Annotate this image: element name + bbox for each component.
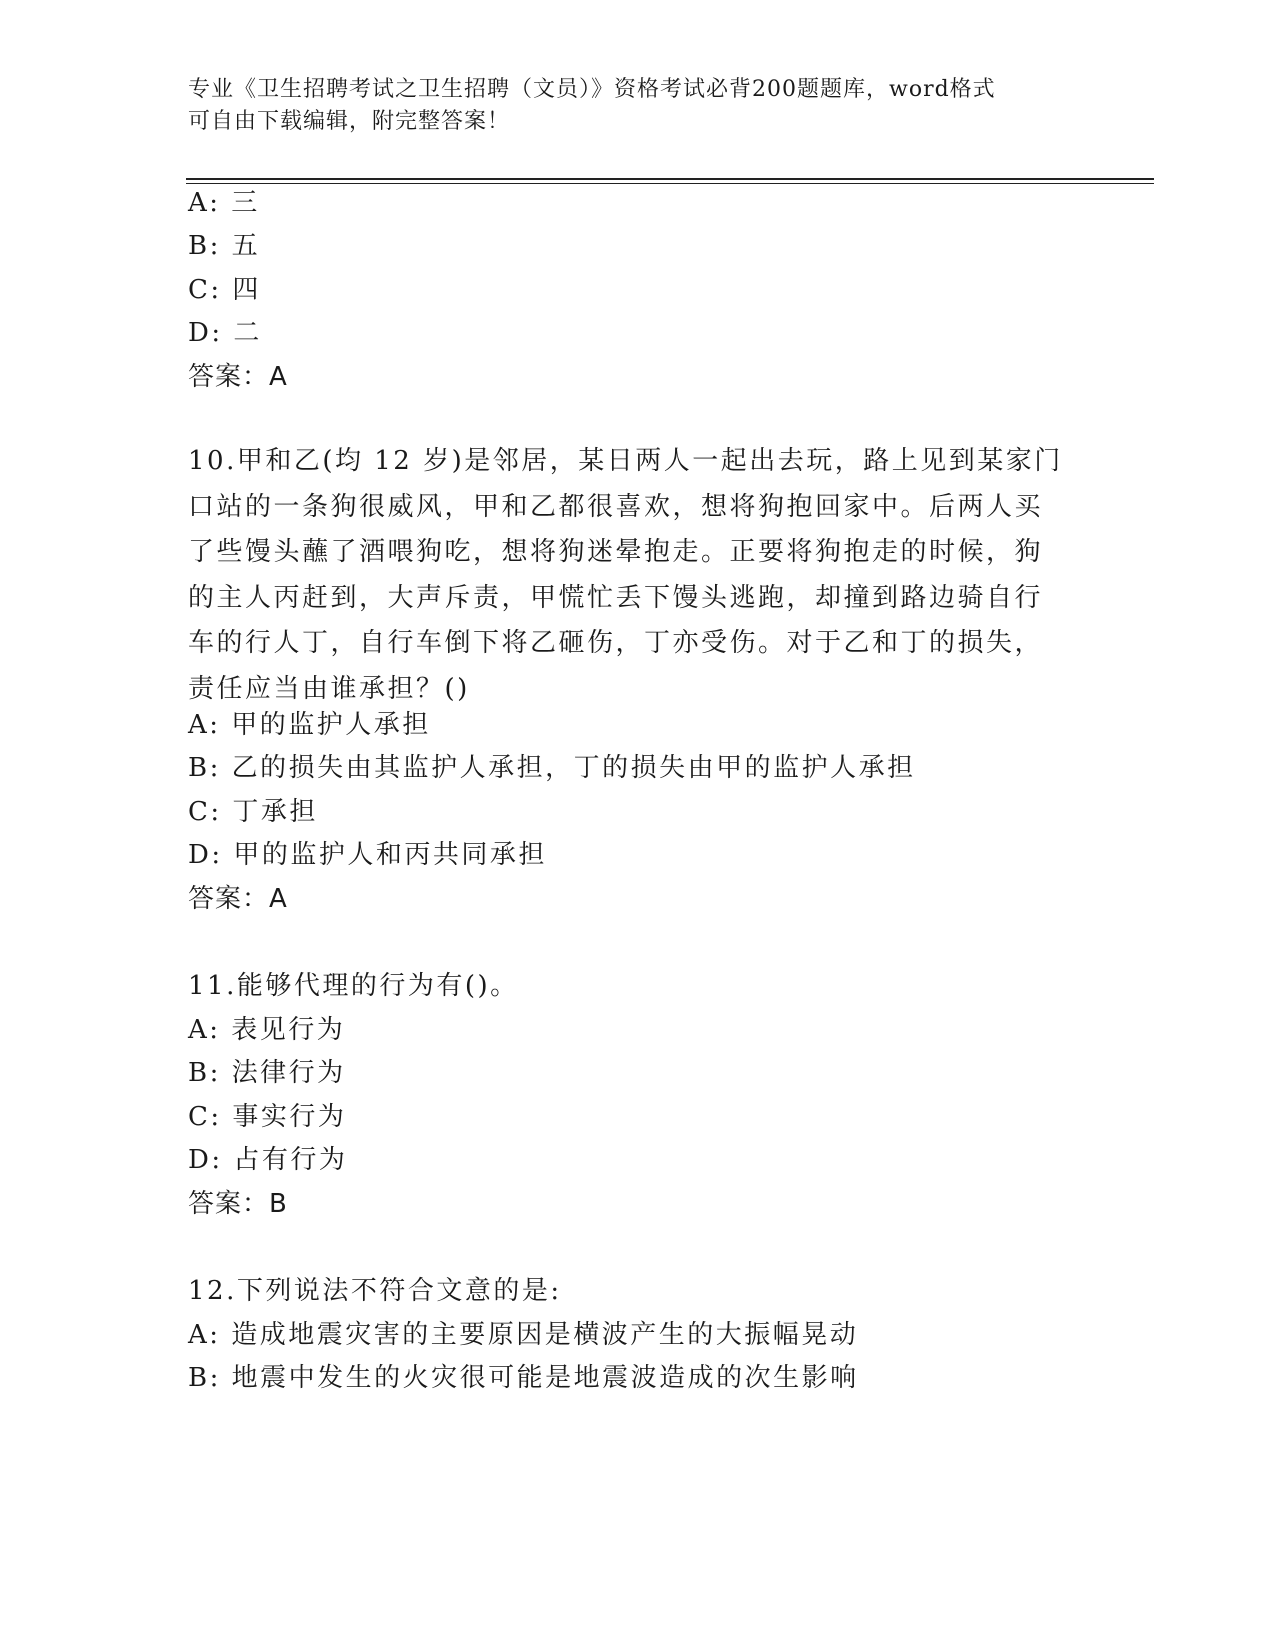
q12-option-b: B: 地震中发生的火灾很可能是地震波造成的次生影响 — [188, 1363, 859, 1393]
q12-option-a: A: 造成地震灾害的主要原因是横波产生的大振幅晃动 — [188, 1320, 859, 1350]
q10-stem-line: 的主人丙赶到，大声斥责，甲慌忙丢下馒头逃跑，却撞到路边骑自行 — [188, 582, 1044, 613]
header-divider-thick — [186, 178, 1154, 180]
q11-stem: 11.能够代理的行为有()。 — [188, 971, 519, 1001]
q10-option-b: B: 乙的损失由其监护人承担，丁的损失由甲的监护人承担 — [188, 753, 916, 783]
q10-stem — [188, 439, 1068, 712]
header-divider-thin — [186, 183, 1154, 184]
header-title-line-1: 专业《卫生招聘考试之卫生招聘（文员）》资格考试必背200题题库，word格式 — [188, 77, 996, 102]
header-title-line-2: 可自由下载编辑，附完整答案！ — [188, 109, 511, 134]
q10-stem-line: 责任应当由谁承担？() — [188, 673, 470, 704]
q10-stem-line: 10.甲和乙(均 12 岁)是邻居，某日两人一起出去玩，路上见到某家门 — [188, 446, 1063, 476]
q11-option-b: B: 法律行为 — [188, 1058, 346, 1088]
q9-answer: 答案：A — [188, 362, 288, 392]
q9-option-b: B: 五 — [188, 231, 261, 261]
q9-option-a: A: 三 — [188, 188, 260, 218]
q10-stem-line: 了些馒头蘸了酒喂狗吃，想将狗迷晕抱走。正要将狗抱走的时候，狗 — [188, 537, 1044, 567]
q11-option-d: D: 占有行为 — [188, 1145, 348, 1175]
q10-answer: 答案：A — [188, 884, 288, 914]
q10-option-c: C: 丁承担 — [188, 797, 318, 827]
q9-option-d: D: 二 — [188, 318, 262, 348]
q9-option-c: C: 四 — [188, 275, 261, 305]
q11-answer: 答案：B — [188, 1189, 288, 1219]
q11-option-c: C: 事实行为 — [188, 1102, 347, 1132]
document-header — [188, 74, 1068, 138]
q11-option-a: A: 表见行为 — [188, 1015, 346, 1045]
q12-stem: 12.下列说法不符合文意的是: — [188, 1276, 562, 1306]
q10-stem-line: 口站的一条狗很威风，甲和乙都很喜欢，想将狗抱回家中。后两人买 — [188, 491, 1044, 522]
q10-option-d: D: 甲的监护人和丙共同承担 — [188, 840, 547, 870]
q10-option-a: A: 甲的监护人承担 — [188, 710, 431, 740]
q10-stem-line: 车的行人丁，自行车倒下将乙砸伤，丁亦受伤。对于乙和丁的损失， — [188, 628, 1044, 658]
